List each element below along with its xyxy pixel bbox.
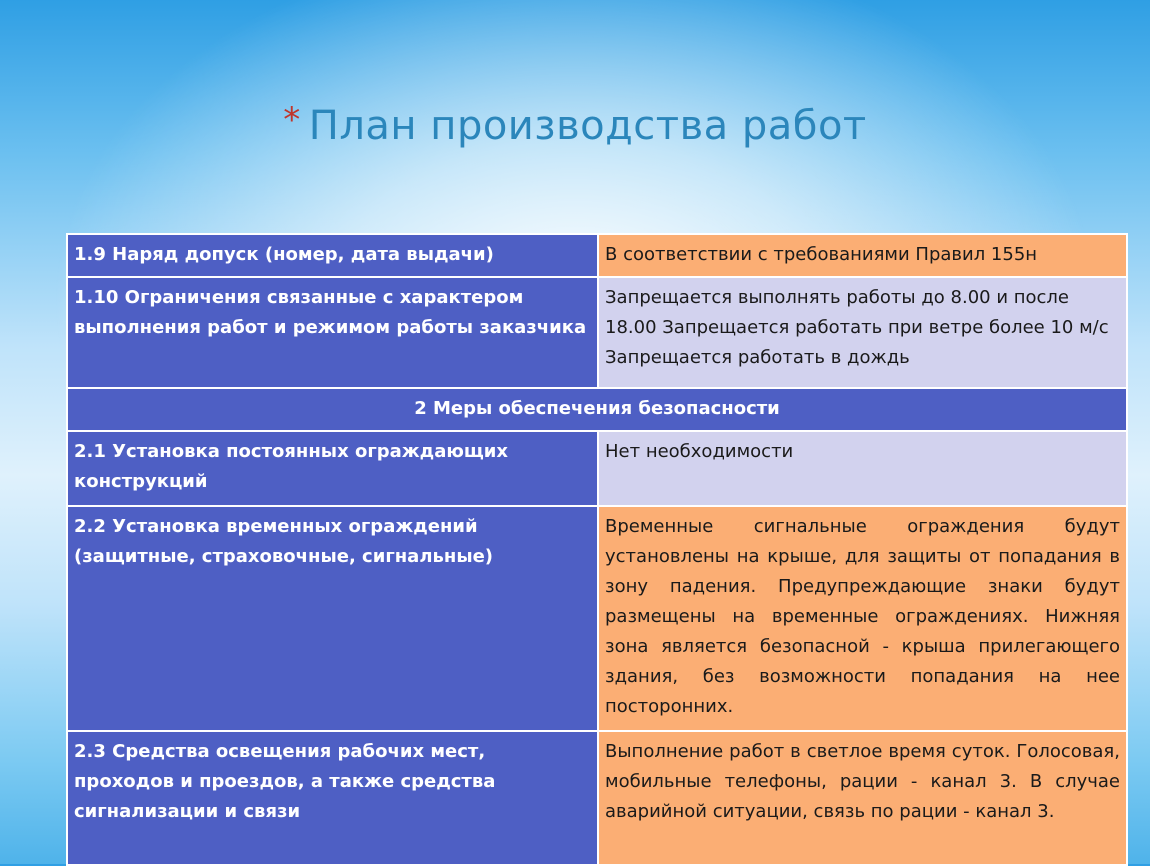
table-row [67, 431, 1127, 506]
row-value: В соответствии с требованиями Правил 155н [598, 234, 1127, 277]
row-label: 1.9 Наряд допуск (номер, дата выдачи) [67, 234, 598, 277]
row-label: 2.2 Установка временных ограждений (защитные, страховочные, сигнальные) [67, 506, 598, 731]
row-value: Временные сигнальные ограждения будут установлены на крыше, для защиты от попадания в зону падения. Предупреждающие знаки будут размещены на временные ограждениях. Нижняя зона является безопасной - крыша прилегающего здания, без возможности попадания на нее посторонних. [598, 506, 1127, 731]
table-row [67, 277, 1127, 388]
slide-title [0, 100, 1150, 149]
section-header: 2 Меры обеспечения безопасности [67, 388, 1127, 431]
table-row [67, 506, 1127, 731]
title-bullet: * [283, 100, 301, 140]
row-label: 1.10 Ограничения связанные с характером выполнения работ и режимом работы заказчика [67, 277, 598, 388]
title-text: План производства работ [308, 103, 867, 149]
row-value: Нет необходимости [598, 431, 1127, 506]
row-value: Запрещается выполнять работы до 8.00 и после 18.00 Запрещается работать при ветре более 10 м/с Запрещается работать в дождь [598, 277, 1127, 388]
row-value: Выполнение работ в светлое время суток. Голосовая, мобильные телефоны, рации - канал 3. В случае аварийной ситуации, связь по рации - канал 3. [598, 731, 1127, 865]
row-label: 2.3 Средства освещения рабочих мест, проходов и проездов, а также средства сигнализации и связи [67, 731, 598, 865]
table-row [67, 388, 1127, 431]
table-row [67, 731, 1127, 865]
work-plan-table [66, 233, 1128, 866]
table-row [67, 234, 1127, 277]
row-label: 2.1 Установка постоянных ограждающих конструкций [67, 431, 598, 506]
